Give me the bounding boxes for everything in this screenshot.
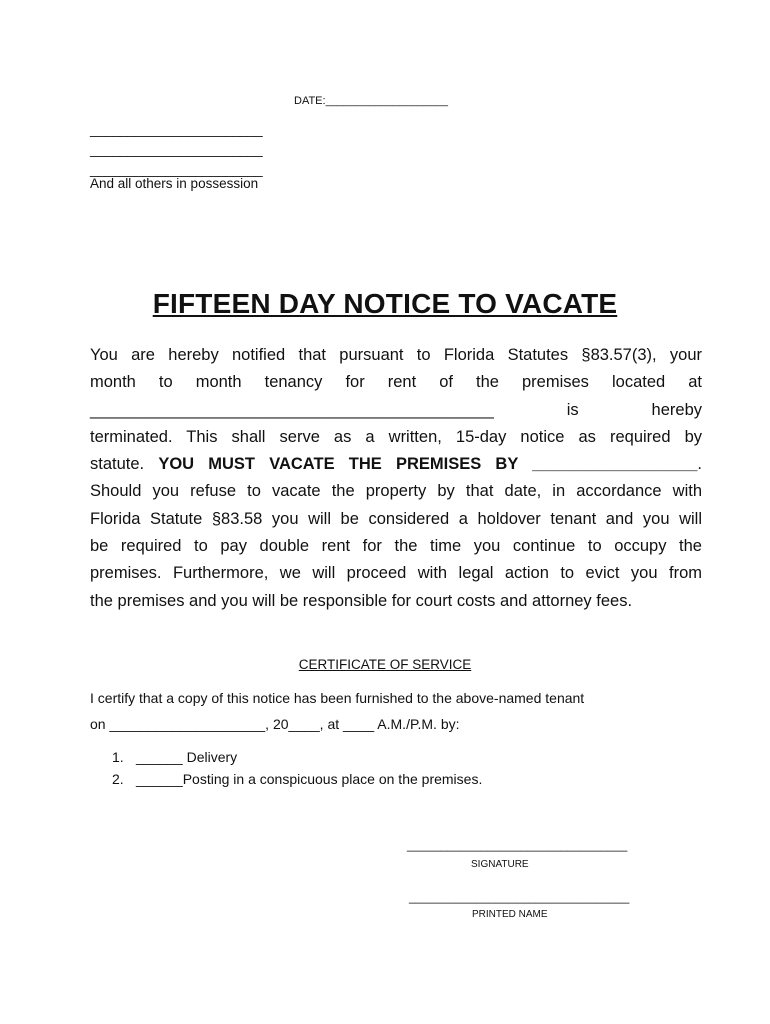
list-item-number: 2. [112, 771, 124, 787]
delivery-option: ______ Delivery [136, 749, 238, 765]
printed-name-label: PRINTED NAME [472, 909, 548, 920]
tenant-address-line-1: _______________________ [90, 122, 263, 137]
signature-line: _________________________________ [407, 838, 628, 852]
tenant-address-line-3: _______________________ [90, 162, 263, 177]
list-item-number: 1. [112, 749, 124, 765]
body-line-4: terminated. This shall serve as a written, 15-day notice as required by [90, 427, 702, 446]
body-line-10: the premises and you will be responsible for court costs and attorney fees. [90, 591, 633, 610]
certificate-line-1: I certify that a copy of this notice has been furnished to the above-named tenant [90, 690, 585, 706]
date-field: DATE:____________________ [294, 95, 448, 107]
notice-body [90, 342, 702, 615]
body-line-7: Florida Statute §83.58 you will be considered a holdover tenant and you will [90, 509, 702, 528]
statute-suffix: . [697, 455, 703, 474]
body-line-6: Should you refuse to vacate the property by that date, in accordance with [90, 482, 702, 501]
body-line-8: be required to pay double rent for the time you continue to occupy the [90, 537, 702, 556]
notice-title: FIFTEEN DAY NOTICE TO VACATE [152, 288, 618, 319]
certificate-title: CERTIFICATE OF SERVICE [298, 657, 472, 672]
body-line-3: ____________________________________________ is hereby [90, 400, 702, 419]
list-item [112, 771, 482, 787]
posting-option: ______Posting in a conspicuous place on the premises. [136, 771, 483, 787]
body-line-5 [90, 451, 702, 478]
body-line-9: premises. Furthermore, we will proceed with legal action to evict you from [90, 564, 702, 583]
tenant-address-line-2: _______________________ [90, 142, 263, 157]
printed-name-line: _________________________________ [409, 890, 630, 904]
body-line-2: month to month tenancy for rent of the premises located at [90, 373, 702, 392]
certificate-line-2: on ____________________, 20____, at ____ A.M./P.M. by: [90, 716, 460, 732]
body-line-1: You are hereby notified that pursuant to Florida Statutes §83.57(3), your [90, 346, 702, 364]
must-vacate-statement: YOU MUST VACATE THE PREMISES BY __________________ [158, 455, 698, 474]
signature-label: SIGNATURE [471, 859, 529, 870]
list-item [112, 749, 237, 765]
others-in-possession: And all others in possession [90, 176, 259, 191]
statute-prefix: statute. [90, 455, 159, 474]
